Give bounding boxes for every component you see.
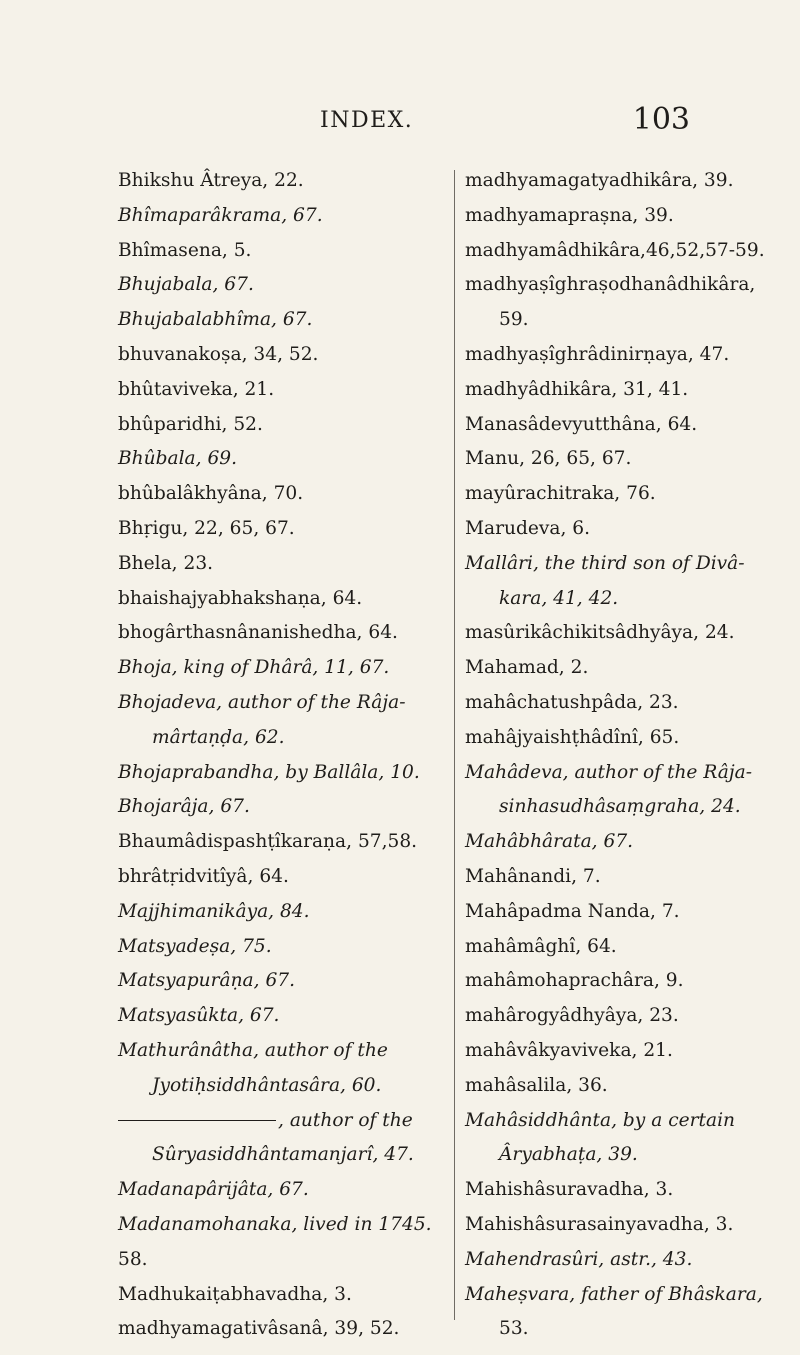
index-entry: Mahâpadma Nanda, 7. xyxy=(465,900,680,922)
ditto-text: , author of the xyxy=(278,1109,413,1131)
page-header xyxy=(0,104,800,144)
index-entry: Bhîmaparâkrama, 67. xyxy=(118,204,323,226)
index-entry: madhyamâdhikâra,46,52,57-59. xyxy=(465,239,765,261)
index-entry-continuation: 59. xyxy=(499,309,529,331)
index-entry: bhaishajyabhakshaṇa, 64. xyxy=(118,587,363,609)
index-entry: Majjhimanikâya, 84. xyxy=(118,900,310,922)
index-entry: bhrâtṛidvitîyâ, 64. xyxy=(118,865,289,887)
index-entry: Bhojaprabandha, by Ballâla, 10. xyxy=(118,761,420,783)
index-entry: mayûrachitraka, 76. xyxy=(465,483,656,505)
index-entry-continuation: sinhasudhâsaṃgraha, 24. xyxy=(499,796,741,818)
index-entry: madhyaṣîghrâdinirṇaya, 47. xyxy=(465,343,730,365)
index-entry-continuation: mârtaṇḍa, 62. xyxy=(152,726,285,748)
index-entry: Mathurânâtha, author of the xyxy=(118,1039,388,1061)
page-number: 103 xyxy=(632,102,690,137)
index-entry-continuation: 58. xyxy=(118,1248,148,1270)
index-entry: Matsyadeṣa, 75. xyxy=(118,935,272,957)
index-entry: madhyamapraṣna, 39. xyxy=(465,204,674,226)
index-entry: Madanapârijâta, 67. xyxy=(118,1179,309,1201)
index-entry-continuation: Jyotiḥsiddhântasâra, 60. xyxy=(152,1074,382,1096)
index-entry: Mahâsiddhânta, by a certain xyxy=(465,1109,735,1131)
index-entry: Bhikshu Âtreya, 22. xyxy=(118,170,304,191)
index-entry: Marudeva, 6. xyxy=(465,517,591,539)
index-entry: Bhojadeva, author of the Râja- xyxy=(118,691,406,713)
index-entry: Madhukaiṭabhavadha, 3. xyxy=(118,1283,352,1305)
index-entry: Mahishâsuravadha, 3. xyxy=(465,1179,674,1201)
index-entry: Bhojarâja, 67. xyxy=(118,796,250,818)
index-entry: Manu, 26, 65, 67. xyxy=(465,448,632,470)
index-entry: Bhûbala, 69. xyxy=(118,448,238,470)
index-entry: Matsyapurâṇa, 67. xyxy=(118,970,296,992)
index-entry: bhûbalâkhyâna, 70. xyxy=(118,483,304,505)
column-divider xyxy=(454,170,455,1320)
index-entry: mahâvâkyaviveka, 21. xyxy=(465,1039,673,1061)
index-entry: Mahâdeva, author of the Râja- xyxy=(465,761,752,783)
index-entry-ditto xyxy=(118,1104,440,1139)
index-entry: Bhṛigu, 22, 65, 67. xyxy=(118,517,295,539)
index-entry: bhogârthasnânanishedha, 64. xyxy=(118,622,398,644)
index-entry: bhûtaviveka, 21. xyxy=(118,378,275,400)
index-entry-continuation: Âryabhaṭa, 39. xyxy=(499,1144,638,1166)
index-entry: mahârogyâdhyâya, 23. xyxy=(465,1005,679,1027)
index-entry: madhyâdhikâra, 31, 41. xyxy=(465,378,689,400)
index-entry: Mahishâsurasainyavadha, 3. xyxy=(465,1213,734,1235)
index-entry: Bhaumâdispashṭîkaraṇa, 57,58. xyxy=(118,831,418,853)
index-entry: mahâjyaishṭhâdînî, 65. xyxy=(465,726,680,748)
index-entry: Bhîmasena, 5. xyxy=(118,239,252,261)
index-entry: madhyamagativâsanâ, 39, 52. xyxy=(118,1318,400,1340)
index-entry: mahâchatushpâda, 23. xyxy=(465,691,679,713)
index-entry: Mahamad, 2. xyxy=(465,657,589,679)
index-column-left xyxy=(118,164,440,1347)
index-entry: Matsyasûkta, 67. xyxy=(118,1005,280,1027)
index-entry-continuation: Sûryasiddhântamanjarî, 47. xyxy=(152,1144,414,1166)
index-entry-continuation: kara, 41, 42. xyxy=(499,587,619,609)
index-entry-continuation: 53. xyxy=(499,1318,529,1340)
index-entry: Mahânandi, 7. xyxy=(465,865,601,887)
index-entry: Bhujabala, 67. xyxy=(118,274,254,296)
index-entry: Manasâdevyutthâna, 64. xyxy=(465,413,698,435)
index-entry: mahâmâghî, 64. xyxy=(465,935,617,957)
index-entry: Mallâri, the third son of Divâ- xyxy=(465,552,745,574)
ditto-dash xyxy=(118,1120,276,1121)
index-entry: Mahâbhârata, 67. xyxy=(465,831,634,853)
index-entry: mahâmohaprachâra, 9. xyxy=(465,970,684,992)
index-entry: Maheṣvara, father of Bhâskara, xyxy=(465,1283,763,1305)
index-column-right xyxy=(465,164,795,1347)
index-entry: madhyamagatyadhikâra, 39. xyxy=(465,170,734,191)
index-entry: Bhela, 23. xyxy=(118,552,214,574)
index-entry: masûrikâchikitsâdhyâya, 24. xyxy=(465,622,735,644)
index-entry: Madanamohanaka, lived in 1745. xyxy=(118,1213,432,1235)
index-entry: mahâsalila, 36. xyxy=(465,1074,608,1096)
index-entry: Bhoja, king of Dhârâ, 11, 67. xyxy=(118,657,390,679)
index-entry: Bhujabalabhîma, 67. xyxy=(118,309,313,331)
index-entry: bhuvanakoṣa, 34, 52. xyxy=(118,343,319,365)
running-title: INDEX. xyxy=(320,108,414,133)
index-entry: Mahendrasûri, astr., 43. xyxy=(465,1248,693,1270)
index-entry: madhyaṣîghraṣodhanâdhikâra, xyxy=(465,274,756,296)
index-entry: bhûparidhi, 52. xyxy=(118,413,263,435)
